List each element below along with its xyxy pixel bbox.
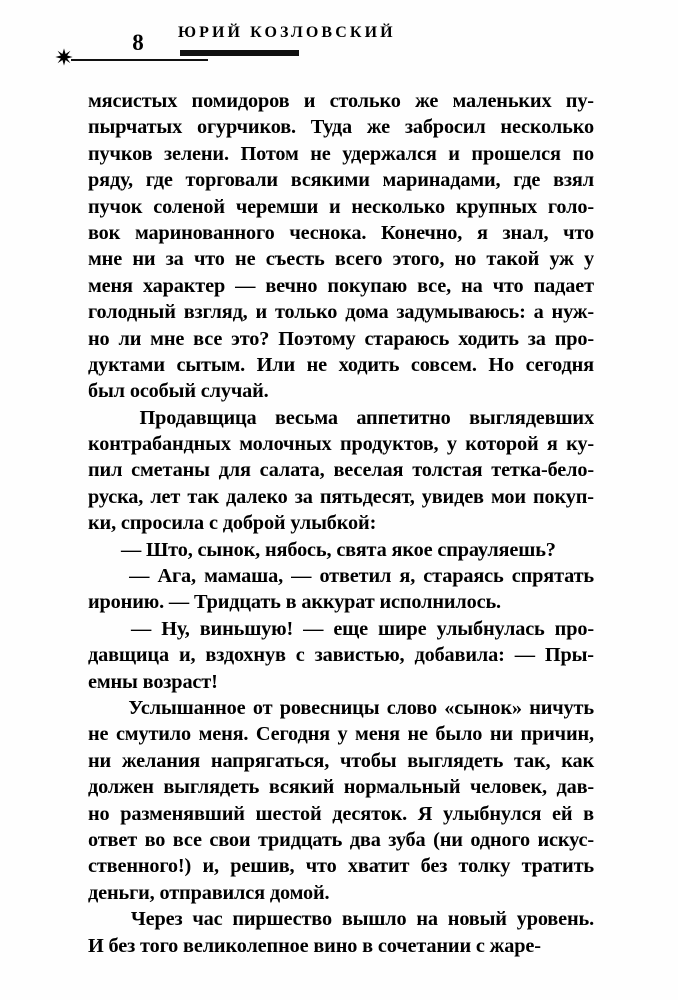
header-thick-rule	[180, 50, 299, 56]
paragraph-indent	[88, 405, 121, 431]
paragraph-indent	[88, 563, 121, 589]
paragraph	[88, 906, 594, 959]
text-line: ответ во все свои тридцать два зуба (ни одного искус-	[88, 828, 594, 851]
paragraph	[88, 405, 594, 537]
text-line: вок маринованного чеснока. Конечно, я знал, что	[88, 221, 594, 244]
text-line: деньги, отправился домой.	[88, 881, 330, 904]
text-line: — Ну, виньшую! — еще шире улыбнулась про-	[88, 616, 594, 642]
paragraph-indent	[88, 616, 121, 642]
text-line: ни желания напрягаться, чтобы выглядеть так, как	[88, 749, 594, 772]
text-line: — Што, сынок, нябось, свята якое спрауляешь?	[121, 538, 556, 561]
text-line: Услышанное от ровесницы слово «сынок» ничуть	[88, 695, 594, 721]
text-line: дуктами сытым. Или не ходить совсем. Но сегодня	[88, 353, 594, 376]
body-text-block	[88, 88, 594, 959]
text-line: был особый случай.	[88, 380, 269, 403]
text-line: но разменявший шестой десяток. Я улыбнулся ей в	[88, 802, 594, 825]
text-line: емны возраст!	[88, 670, 218, 693]
paragraph	[88, 537, 594, 563]
paragraph	[88, 616, 594, 695]
text-line: ряду, где торговали всякими маринадами, где взял	[88, 169, 594, 192]
text-line: ственного!) и, решив, что хватит без толку тратить	[88, 855, 594, 878]
text-line: Продавщица весьма аппетитно выглядевших	[88, 405, 594, 431]
running-header	[0, 0, 678, 78]
text-line: пучок соленой черемши и несколько крупных голо-	[88, 195, 594, 218]
text-line: пырчатых огурчиков. Туда же забросил несколько	[88, 116, 594, 139]
text-line: мясистых помидоров и столько же маленьких пу-	[88, 90, 594, 112]
text-line: мне ни за что не съесть всего этого, но такой уж у	[88, 248, 594, 271]
text-line: — Ага, мамаша, — ответил я, стараясь спрятать	[88, 563, 594, 589]
paragraph	[88, 563, 594, 616]
header-thin-rule	[71, 59, 208, 61]
text-line: давщица и, вздохнув с завистью, добавила: — Пры-	[88, 644, 594, 667]
text-line: контрабандных молочных продуктов, у которой я ку-	[88, 433, 594, 456]
text-line: должен выглядеть всякий нормальный человек, дав-	[88, 776, 594, 799]
header-author-name: ЮРИЙ КОЗЛОВСКИЙ	[178, 24, 396, 41]
text-line: меня характер — вечно покупаю все, на что падает	[88, 274, 594, 297]
text-line: голодный взгляд, и только дома задумываюсь: а нуж-	[88, 301, 594, 324]
text-line: Через час пиршество вышло на новый уровень.	[88, 906, 594, 932]
text-line: пил сметаны для салата, веселая толстая тетка-бело-	[88, 459, 594, 482]
star-ornament-icon	[55, 48, 73, 66]
paragraph-indent	[88, 906, 121, 932]
text-line: руска, лет так далеко за пятьдесят, увидев мои покуп-	[88, 485, 594, 508]
paragraph-indent	[88, 695, 121, 721]
text-line: но ли мне все это? Поэтому стараюсь ходить за про-	[88, 327, 594, 350]
page-number: 8	[132, 30, 144, 55]
paragraph	[88, 695, 594, 906]
text-line: И без того великолепное вино в сочетании с жаре-	[88, 934, 541, 957]
text-line: ки, спросила с доброй улыбкой:	[88, 512, 377, 535]
text-line: иронию. — Тридцать в аккурат исполнилось.	[88, 591, 501, 614]
paragraph	[88, 88, 594, 405]
text-line: не смутило меня. Сегодня у меня не было ни причин,	[88, 723, 594, 746]
text-line: пучков зелени. Потом не удержался и прошелся по	[88, 142, 594, 165]
